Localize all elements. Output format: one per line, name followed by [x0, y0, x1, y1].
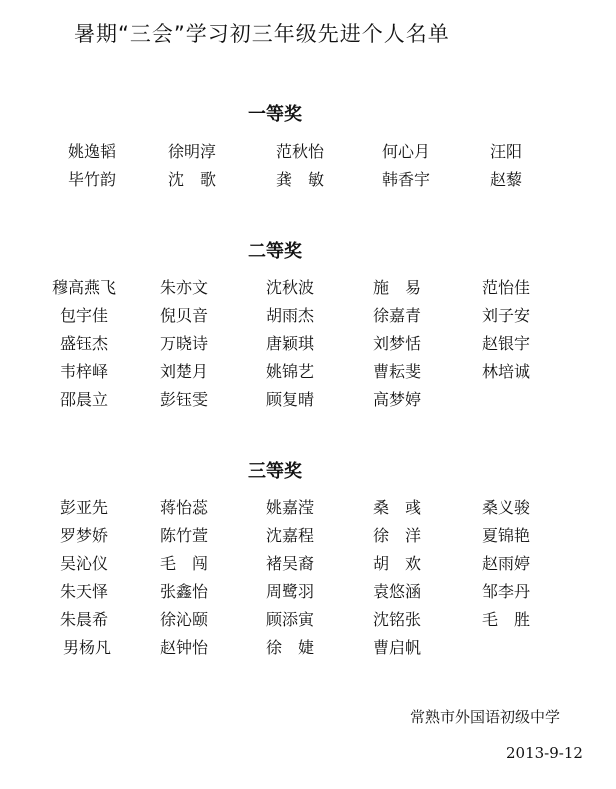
name-cell: 邹李丹: [482, 582, 531, 601]
name-row: [0, 551, 616, 579]
name-cell: 彭钰雯: [160, 390, 209, 409]
name-cell: 包宇佳: [60, 306, 109, 325]
name-cell: 徐明淳: [168, 142, 217, 161]
name-row: [0, 331, 616, 359]
name-cell: 刘梦恬: [373, 334, 422, 353]
name-cell: 唐颖琪: [266, 334, 315, 353]
name-cell: 施 易: [373, 278, 422, 297]
name-cell: 毛 胜: [482, 610, 531, 629]
name-cell: 陈竹萱: [160, 526, 209, 545]
name-cell: 顾复晴: [266, 390, 315, 409]
name-row: [0, 139, 616, 167]
name-row: [0, 523, 616, 551]
name-cell: 张鑫怡: [160, 582, 209, 601]
section-heading-first-prize: 一等奖: [248, 104, 302, 125]
name-row: [0, 303, 616, 331]
name-cell: 赵钟怡: [160, 638, 209, 657]
name-cell: 姚嘉滢: [266, 498, 315, 517]
name-cell: 姚逸韬: [68, 142, 117, 161]
name-cell: 韦梓峄: [60, 362, 109, 381]
name-row: [0, 167, 616, 195]
name-cell: 范怡佳: [482, 278, 531, 297]
name-cell: 刘楚月: [160, 362, 209, 381]
name-cell: 袁悠涵: [373, 582, 422, 601]
name-cell: 龚 敏: [276, 170, 325, 189]
name-row: [0, 387, 616, 415]
name-cell: 徐沁颐: [160, 610, 209, 629]
name-cell: 姚锦艺: [266, 362, 315, 381]
name-cell: 吴沁仪: [60, 554, 109, 573]
name-cell: 刘子安: [482, 306, 531, 325]
name-grid-second-prize: [0, 275, 616, 415]
name-row: [0, 579, 616, 607]
name-cell: 穆高燕飞: [52, 278, 117, 297]
name-cell: 朱亦文: [160, 278, 209, 297]
name-cell: 曹耘斐: [373, 362, 422, 381]
name-cell: 桑义骏: [482, 498, 531, 517]
name-cell: 毛 闯: [160, 554, 209, 573]
name-cell: 罗梦娇: [60, 526, 109, 545]
name-cell: 韩香宇: [382, 170, 431, 189]
name-cell: 徐嘉青: [373, 306, 422, 325]
section-heading-third-prize: 三等奖: [248, 461, 302, 482]
name-cell: 沈 歌: [168, 170, 217, 189]
name-cell: 沈铭张: [373, 610, 422, 629]
name-row: [0, 635, 616, 663]
name-cell: 林培诚: [482, 362, 531, 381]
name-cell: 胡 欢: [373, 554, 422, 573]
name-cell: 高梦婷: [373, 390, 422, 409]
name-grid-first-prize: [0, 139, 616, 195]
name-cell: 朱晨希: [60, 610, 109, 629]
name-cell: 汪阳: [490, 142, 523, 161]
name-cell: 沈嘉程: [266, 526, 315, 545]
name-row: [0, 359, 616, 387]
name-cell: 彭亚先: [60, 498, 109, 517]
name-cell: 毕竹韵: [68, 170, 117, 189]
name-cell: 邵晨立: [60, 390, 109, 409]
name-cell: 赵雨婷: [482, 554, 531, 573]
page-title: 暑期“三会”学习初三年级先进个人名单: [74, 22, 450, 46]
name-cell: 万晓诗: [160, 334, 209, 353]
name-cell: 徐 洋: [373, 526, 422, 545]
name-cell: 徐 婕: [266, 638, 315, 657]
name-cell: 朱天怿: [60, 582, 109, 601]
name-cell: 沈秋波: [266, 278, 315, 297]
name-row: [0, 275, 616, 303]
name-cell: 周鹭羽: [266, 582, 315, 601]
footer-school-name: 常熟市外国语初级中学: [410, 708, 561, 726]
name-cell: 倪贝音: [160, 306, 209, 325]
name-cell: 赵银宇: [482, 334, 531, 353]
name-cell: 男杨凡: [63, 638, 112, 657]
name-cell: 顾添寅: [266, 610, 315, 629]
name-cell: 褚吴裔: [266, 554, 315, 573]
name-cell: 何心月: [382, 142, 431, 161]
name-row: [0, 607, 616, 635]
name-cell: 盛钰杰: [60, 334, 109, 353]
section-heading-second-prize: 二等奖: [248, 241, 302, 262]
name-grid-third-prize: [0, 495, 616, 663]
name-cell: 胡雨杰: [266, 306, 315, 325]
name-cell: 范秋怡: [276, 142, 325, 161]
name-cell: 曹启帆: [373, 638, 422, 657]
footer-date: 2013-9-12: [506, 744, 583, 762]
name-cell: 夏锦艳: [482, 526, 531, 545]
name-cell: 赵藜: [490, 170, 523, 189]
name-cell: 桑 彧: [373, 498, 422, 517]
name-row: [0, 495, 616, 523]
name-cell: 蒋怡蕊: [160, 498, 209, 517]
